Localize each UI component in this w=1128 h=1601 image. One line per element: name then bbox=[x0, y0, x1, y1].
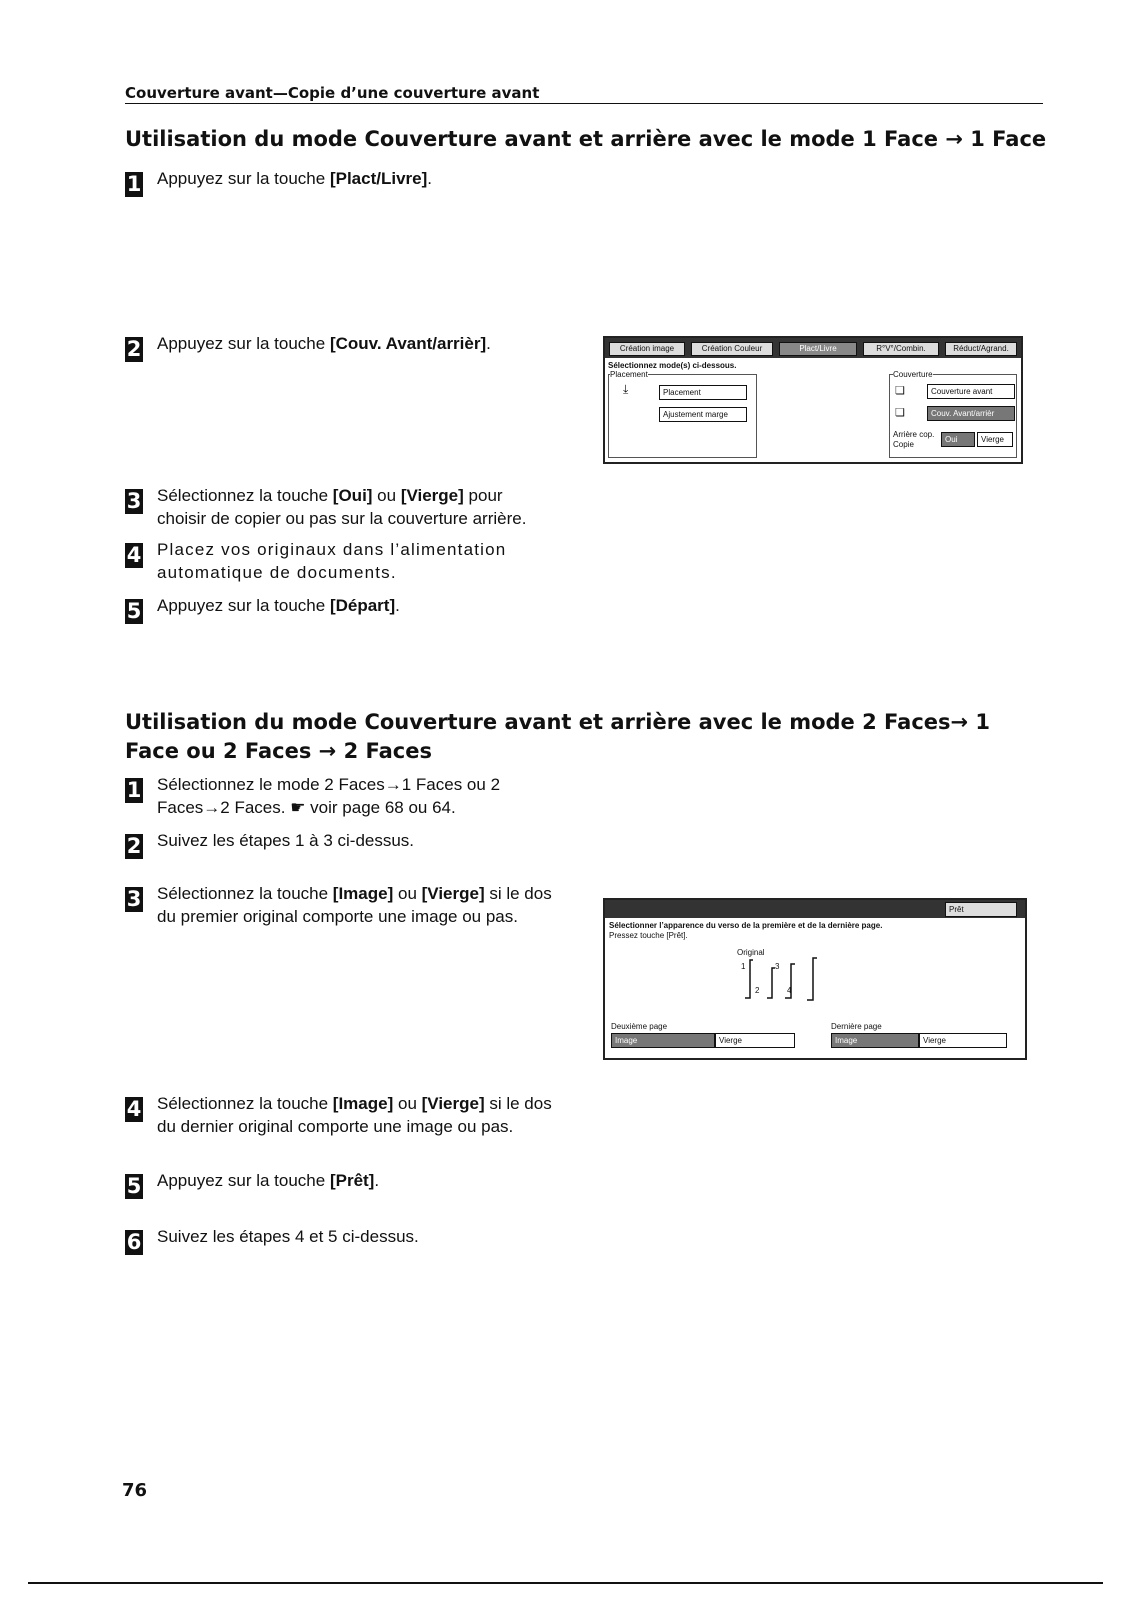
step-number: 3 bbox=[126, 887, 142, 911]
placement-button[interactable]: Placement bbox=[659, 385, 747, 400]
original-pages-diagram bbox=[715, 954, 845, 1010]
vierge-button-first[interactable]: Vierge bbox=[715, 1033, 795, 1048]
copier-screen-plact-livre bbox=[603, 336, 1023, 464]
screen-prompt-1: Sélectionner l’apparence du verso de la première et de la dernière page. bbox=[609, 921, 883, 930]
deuxieme-page-label: Deuxième page bbox=[611, 1022, 668, 1031]
placement-label: Placement bbox=[610, 370, 648, 379]
vierge-button-last[interactable]: Vierge bbox=[919, 1033, 1007, 1048]
step-text: Sélectionnez le mode 2 Faces→1 Faces ou 2 Faces→2 Faces. ☛ voir page 68 ou 64. bbox=[157, 775, 501, 817]
couverture-label: Couverture bbox=[893, 370, 933, 379]
footer-rule bbox=[28, 1582, 1103, 1584]
arriere-cop-label: Arrière cop. bbox=[893, 430, 935, 439]
step-text: Appuyez sur la touche [Départ]. bbox=[157, 596, 400, 615]
derniere-page-label: Dernière page bbox=[831, 1022, 882, 1031]
copier-screen-cover-pages bbox=[603, 898, 1027, 1060]
copie-label: Copie bbox=[893, 440, 914, 449]
step-number: 5 bbox=[126, 1174, 142, 1198]
step-number: 6 bbox=[126, 1230, 142, 1254]
cover-pages-icon: ❏ bbox=[895, 407, 905, 419]
page-number-3: 3 bbox=[775, 962, 780, 971]
running-header: Couverture avant—Copie d’une couverture avant bbox=[125, 84, 540, 102]
step-text: Sélectionnez la touche [Oui] ou [Vierge] pour choisir de copier ou pas sur la couverture arrière. bbox=[157, 486, 527, 528]
step-number: 1 bbox=[126, 778, 142, 802]
section1-heading: Utilisation du mode Couverture avant et arrière avec le mode 1 Face → 1 Face bbox=[125, 127, 1047, 151]
step-number: 2 bbox=[126, 337, 142, 361]
pret-button[interactable]: Prêt bbox=[945, 902, 1017, 917]
image-button-last[interactable]: Image bbox=[831, 1033, 919, 1048]
placement-icon: ⤓ bbox=[623, 382, 629, 396]
vierge-button[interactable]: Vierge bbox=[977, 432, 1013, 447]
tab-creation-couleur[interactable]: Création Couleur bbox=[691, 342, 773, 356]
page-number: 76 bbox=[122, 1480, 148, 1501]
step-number: 4 bbox=[126, 1097, 142, 1121]
step-text: Sélectionnez la touche [Image] ou [Vierge] si le dos du premier original comporte une image ou pas. bbox=[157, 884, 552, 926]
page-number-2: 2 bbox=[755, 986, 760, 995]
page-number-4: 4 bbox=[787, 986, 792, 995]
step-number: 3 bbox=[126, 489, 142, 513]
step-number: 4 bbox=[126, 543, 142, 567]
step-number: 5 bbox=[126, 599, 142, 623]
tab-rv-combin[interactable]: R°V°/Combin. bbox=[863, 342, 939, 356]
ajustement-marge-button[interactable]: Ajustement marge bbox=[659, 407, 747, 422]
oui-button[interactable]: Oui bbox=[941, 432, 975, 447]
image-button-first[interactable]: Image bbox=[611, 1033, 715, 1048]
couv-avant-arriere-button[interactable]: Couv. Avant/arrièr bbox=[927, 406, 1015, 421]
step-text: Sélectionnez la touche [Image] ou [Vierge] si le dos du dernier original comporte une image ou pas. bbox=[157, 1094, 552, 1136]
cover-page-icon: ❏ bbox=[895, 385, 905, 397]
step-text: Appuyez sur la touche [Prêt]. bbox=[157, 1171, 380, 1190]
step-number: 2 bbox=[126, 834, 142, 858]
step-text: Suivez les étapes 1 à 3 ci-dessus. bbox=[157, 831, 415, 850]
tab-plact-livre[interactable]: Plact/Livre bbox=[779, 342, 857, 356]
tab-creation-image[interactable]: Création image bbox=[609, 342, 685, 356]
header-rule bbox=[125, 103, 1043, 104]
page-number-1: 1 bbox=[741, 962, 746, 971]
couverture-avant-button[interactable]: Couverture avant bbox=[927, 384, 1015, 399]
step-number: 1 bbox=[126, 172, 142, 196]
original-label: Original bbox=[737, 948, 765, 957]
section2-heading: Utilisation du mode Couverture avant et arrière avec le mode 2 Faces→ 1 Face ou 2 Faces → 2 Faces bbox=[125, 710, 991, 763]
tab-reduct-agrand[interactable]: Réduct/Agrand. bbox=[945, 342, 1017, 356]
step-text: Suivez les étapes 4 et 5 ci-dessus. bbox=[157, 1227, 419, 1246]
screen-prompt-2: Pressez touche [Prêt]. bbox=[609, 931, 688, 940]
step-text: Appuyez sur la touche [Plact/Livre]. bbox=[157, 169, 432, 188]
step-text: Appuyez sur la touche [Couv. Avant/arrièr]. bbox=[157, 334, 491, 353]
step-text: Placez vos originaux dans l’alimentation automatique de documents. bbox=[157, 540, 507, 582]
tab-bar bbox=[605, 338, 1021, 358]
screen-prompt: Sélectionnez mode(s) ci-dessous. bbox=[608, 361, 737, 370]
